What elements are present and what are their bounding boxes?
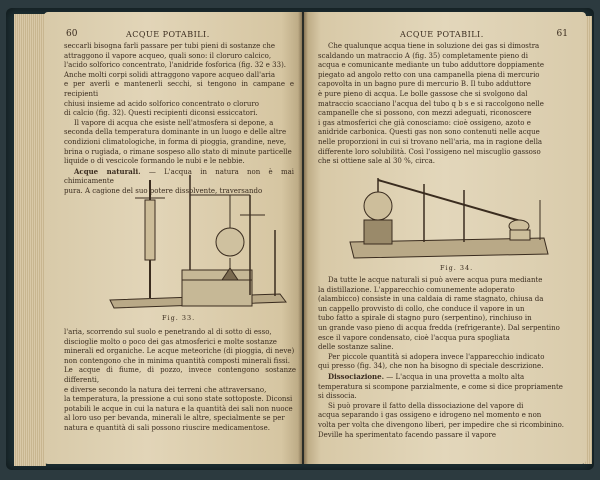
text-line: scaldando un matraccio A (fig. 35) completamente pieno di (318, 51, 529, 60)
right-text-top (318, 42, 568, 167)
text-line: brina o rugiada, o rimane sospeso allo stato di minute particelle (64, 147, 292, 156)
text-line: Deville ha sperimentato facendo passare il vapore (318, 430, 497, 439)
text-line: seccarli bisogna farli passare per tubi pieni di sostanze che (64, 42, 276, 50)
text-line: si dissocia. (318, 392, 357, 401)
figure-34-illustration (344, 170, 554, 262)
text-line: la distillazione. L'apparecchio comunemente adoperato (318, 285, 515, 294)
text-line: discioglie molto o poco dei gas atmosferici e molte sostanze (64, 337, 277, 346)
text-line: Per piccole quantità si adopera invece l'apparecchio indicato (328, 352, 545, 361)
text-line: acqua separando i gas ossigeno e idrogeno nel momento e non (318, 411, 542, 420)
text-line: e per averli e mantenerli secchi, si tengono in campane e recipienti (64, 80, 294, 98)
left-page (44, 12, 302, 464)
book-gutter (298, 12, 308, 464)
text-line: condizioni climatologiche, in forma di pioggia, grandine, neve, (64, 137, 287, 146)
text-line: piegato ad angolo retto con una campanella piena di mercurio (318, 70, 540, 79)
text-line: Le acque di fiume, di pozzo, invece contengono sostanze differenti, (64, 366, 296, 384)
text-line: tubo fatto a spirale di stagno puro (serpentino), rinchiuso in (318, 314, 532, 323)
right-text-bottom (318, 276, 570, 440)
left-running-head: ACQUE POTABILI. (126, 30, 210, 39)
text-line: non contengono che in minima quantità composti minerali fissi. (64, 356, 290, 365)
text-line: — L'acqua in natura non è mai chimicamente (64, 167, 294, 186)
text-line: è pure pieno di acqua. Le bolle gassose che si svolgono dal (318, 89, 528, 98)
text-line: campanelle che si possono, con mezzi adeguati, riconoscere (318, 109, 532, 118)
text-line: volta per volta che divengono liberi, per impedire che si ricombinino. (318, 420, 564, 429)
text-line: delle sostanze saline. (318, 343, 394, 352)
text-line: Il vapore di acqua che esiste nell'atmosfera si depone, a (74, 118, 274, 127)
text-line: potabili le acque in cui la natura e la quantità dei sali non nuoce (64, 404, 293, 413)
text-line: che si ottiene sale al 30 %, circa. (318, 157, 436, 166)
text-line: nelle proporzioni in cui si trovano nell'aria, ma in ragione della (318, 137, 543, 146)
text-line: — L'acqua in una provetta a molto alta (386, 372, 525, 381)
text-line: chiusi insieme ad acido solforico concentrato o cloruro (64, 99, 259, 108)
text-line: natura e quantità di sali possono riuscire medicamentose. (64, 423, 270, 432)
text-line: capovolta in un bagno pure di mercurio B. Il tubo adduttore (318, 80, 531, 89)
text-line: e diverse secondo la natura dei terreni che attraversano, (64, 385, 267, 394)
section-title: Acque naturali. (74, 166, 141, 176)
text-line: esce il vapore condensato, cioè l'acqua pura spogliata (318, 333, 510, 342)
right-page (304, 12, 586, 464)
text-line: (alambicco) consiste in una caldaia di rame stagnato, chiusa da (318, 295, 544, 304)
figure-33-illustration (90, 170, 290, 310)
text-line: Si può provare il fatto della dissociazione del vapore di (328, 401, 524, 410)
text-line: liquide o di vescicole formando le nubi e le nebbie. (64, 157, 245, 166)
text-line: l'acido solforico concentrato, l'anidride fosforica (fig. 32 e 33). (64, 61, 287, 70)
text-line: Che qualunque acqua tiene in soluzione dei gas si dimostra (328, 42, 540, 50)
text-line: Da tutte le acque naturali si può avere acqua pura mediante (328, 276, 543, 284)
figure-34-caption: Fig. 34. (440, 264, 474, 272)
text-line: anidride carbonica. Questi gas non sono contenuti nelle acque (318, 128, 540, 137)
text-line: minerali ed organiche. Le acque meteoriche (di pioggia, di neve) (64, 347, 295, 356)
text-line: differente loro solubilità. Così l'ossigeno nel miscuglio gassoso (318, 147, 541, 156)
text-line: un grande vaso pieno di acqua fredda (refrigerante). Dal serpentino (318, 323, 560, 332)
text-line: seconda della temperatura dominante in un luogo e delle altre (64, 128, 287, 137)
text-line: di calcio (fig. 32). Questi recipienti diconsi essiccatori. (64, 109, 258, 118)
left-page-number: 60 (66, 29, 78, 39)
text-line: un cappello provvisto di collo, che conduce il vapore in un (318, 304, 525, 313)
text-line: i gas atmosferici che già conosciamo: cioè ossigeno, azoto e (318, 118, 531, 127)
text-line: Anche molti corpi solidi attraggono vapore acqueo dall'aria (64, 70, 276, 79)
text-line: la temperatura, la pressione a cui sono state sottoposte. Diconsi (64, 395, 293, 404)
text-line: pura. A cagione del suo potere dissolvente, traversando (64, 186, 263, 195)
right-page-number: 61 (556, 29, 568, 39)
figure-33-caption: Fig. 33. (162, 314, 196, 322)
right-running-head: ACQUE POTABILI. (400, 30, 484, 39)
text-line: qui presso (fig. 34), che non ha bisogno di speciale descrizione. (318, 362, 544, 371)
text-line: temperatura si scompone parzialmente, e come si dice propriamente (318, 382, 563, 391)
text-line: acqua e comunicante mediante un tubo adduttore doppiamente (318, 61, 545, 70)
text-line: l'aria, scorrendo sul suolo e penetrando al di sotto di esso, (64, 328, 272, 336)
page-block-edge-left (14, 14, 46, 466)
text-line: al loro uso per bevanda, minerali le altre, specialmente se per (64, 414, 285, 423)
left-text-bottom (64, 328, 296, 434)
text-line: matraccio scacciano l'acqua del tubo q b s e si raccolgono nelle (318, 99, 544, 108)
text-line: attraggono il vapore acqueo, quali sono: il cloruro calcico, (64, 51, 272, 60)
section-title: Dissociazione. (328, 371, 385, 381)
